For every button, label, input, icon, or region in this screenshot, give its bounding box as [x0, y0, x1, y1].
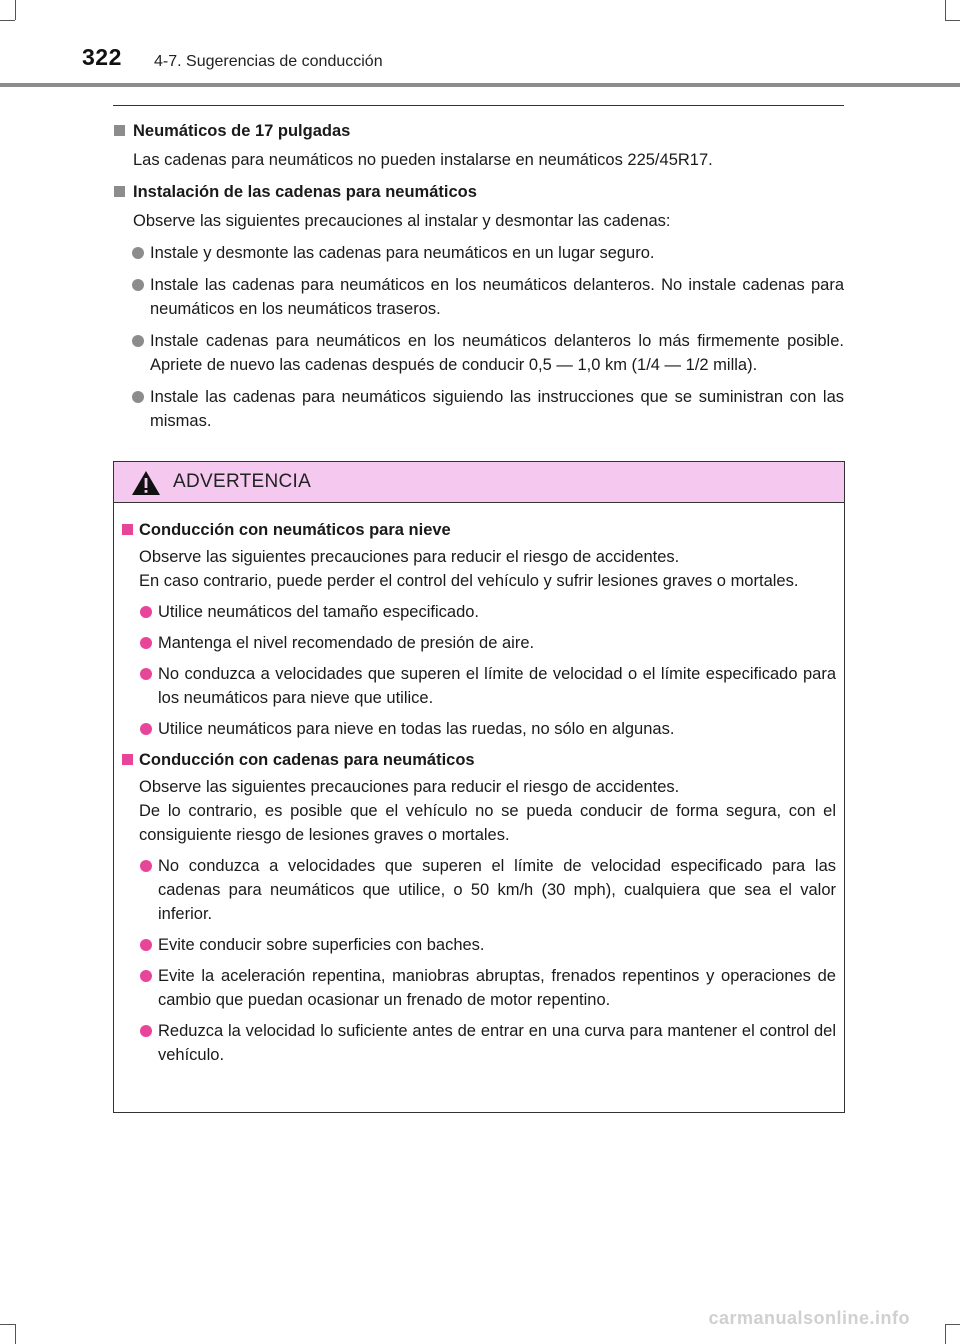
warning-triangle-icon [131, 470, 161, 496]
warning-text: En caso contrario, puede perder el control del vehículo y sufrir lesiones graves o mortales. [139, 572, 799, 590]
header-bar [0, 83, 960, 87]
warning-body [114, 503, 844, 1067]
circle-bullet-icon [140, 1025, 152, 1037]
watermark: carmanualsonline.info [708, 1308, 910, 1328]
warning-text: Observe las siguientes precauciones para reducir el riesgo de accidentes. [139, 778, 680, 796]
warning-text: Observe las siguientes precauciones para reducir el riesgo de accidentes. [139, 548, 680, 566]
list-item: Instale las cadenas para neumáticos siguiendo las instrucciones que se suministran con las mismas. [113, 385, 844, 433]
circle-bullet-icon [140, 637, 152, 649]
crop-mark [0, 1324, 15, 1325]
circle-bullet-icon [140, 939, 152, 951]
section-text: Observe las siguientes precauciones al instalar y desmontar las cadenas: [133, 212, 671, 230]
page-number: 322 [82, 44, 122, 70]
list-item: Instale cadenas para neumáticos en los neumáticos delanteros lo más firmemente posible. Apriete de nuevo las cadenas después de conducir 0,5 — 1,0 km (1/4 — 1/2 milla). [113, 329, 844, 377]
circle-bullet-icon [140, 606, 152, 618]
section-text: Las cadenas para neumáticos no pueden instalarse en neumáticos 225/45R17. [133, 151, 713, 169]
list-item: Utilice neumáticos del tamaño especificado. [121, 600, 836, 624]
main-content [113, 116, 844, 433]
square-bullet-icon [114, 186, 125, 197]
crop-mark [945, 1324, 960, 1325]
warning-section-heading: Conducción con cadenas para neumáticos [121, 748, 836, 772]
list-item: Utilice neumáticos para nieve en todas las ruedas, no sólo en algunas. [121, 717, 836, 741]
circle-bullet-icon [140, 970, 152, 982]
circle-bullet-icon [140, 723, 152, 735]
divider [113, 105, 844, 106]
circle-bullet-icon [132, 391, 144, 403]
warning-title: ADVERTENCIA [173, 471, 312, 492]
circle-bullet-icon [132, 335, 144, 347]
list-item: Mantenga el nivel recomendado de presión de aire. [121, 631, 836, 655]
section-heading: Instalación de las cadenas para neumáticos [113, 180, 844, 204]
circle-bullet-icon [140, 668, 152, 680]
list-item: Instale las cadenas para neumáticos en los neumáticos delanteros. No instale cadenas para neumáticos en los neumáticos traseros. [113, 273, 844, 321]
square-bullet-icon [122, 524, 133, 535]
square-bullet-icon [114, 125, 125, 136]
list-item: Instale y desmonte las cadenas para neumáticos en un lugar seguro. [113, 241, 844, 265]
circle-bullet-icon [132, 247, 144, 259]
circle-bullet-icon [132, 279, 144, 291]
list-item: Evite la aceleración repentina, maniobras abruptas, frenados repentinos y operaciones de cambio que puedan ocasionar un frenado de motor repentino. [121, 964, 836, 1012]
square-bullet-icon [122, 754, 133, 765]
list-item: Evite conducir sobre superficies con baches. [121, 933, 836, 957]
warning-section-heading: Conducción con neumáticos para nieve [121, 518, 836, 542]
list-item: Reduzca la velocidad lo suficiente antes de entrar en una curva para mantener el control del vehículo. [121, 1019, 836, 1067]
list-item: No conduzca a velocidades que superen el límite de velocidad o el límite especificado para los neumáticos para nieve que utilice. [121, 662, 836, 710]
warning-header [114, 462, 844, 503]
page-header [0, 0, 960, 90]
list-item: No conduzca a velocidades que superen el límite de velocidad especificado para las cadenas para neumáticos que utilice, o 50 km/h (30 mph), cualquiera que sea el valor inferior. [121, 854, 836, 926]
warning-text: De lo contrario, es posible que el vehículo no se pueda conducir de forma segura, con el consiguiente riesgo de lesiones graves o mortales. [139, 802, 836, 844]
crop-mark [15, 1324, 16, 1344]
crop-mark [945, 1324, 946, 1344]
section-heading: Neumáticos de 17 pulgadas [113, 119, 844, 143]
warning-box [113, 461, 845, 1113]
section-title: 4-7. Sugerencias de conducción [154, 53, 383, 70]
circle-bullet-icon [140, 860, 152, 872]
